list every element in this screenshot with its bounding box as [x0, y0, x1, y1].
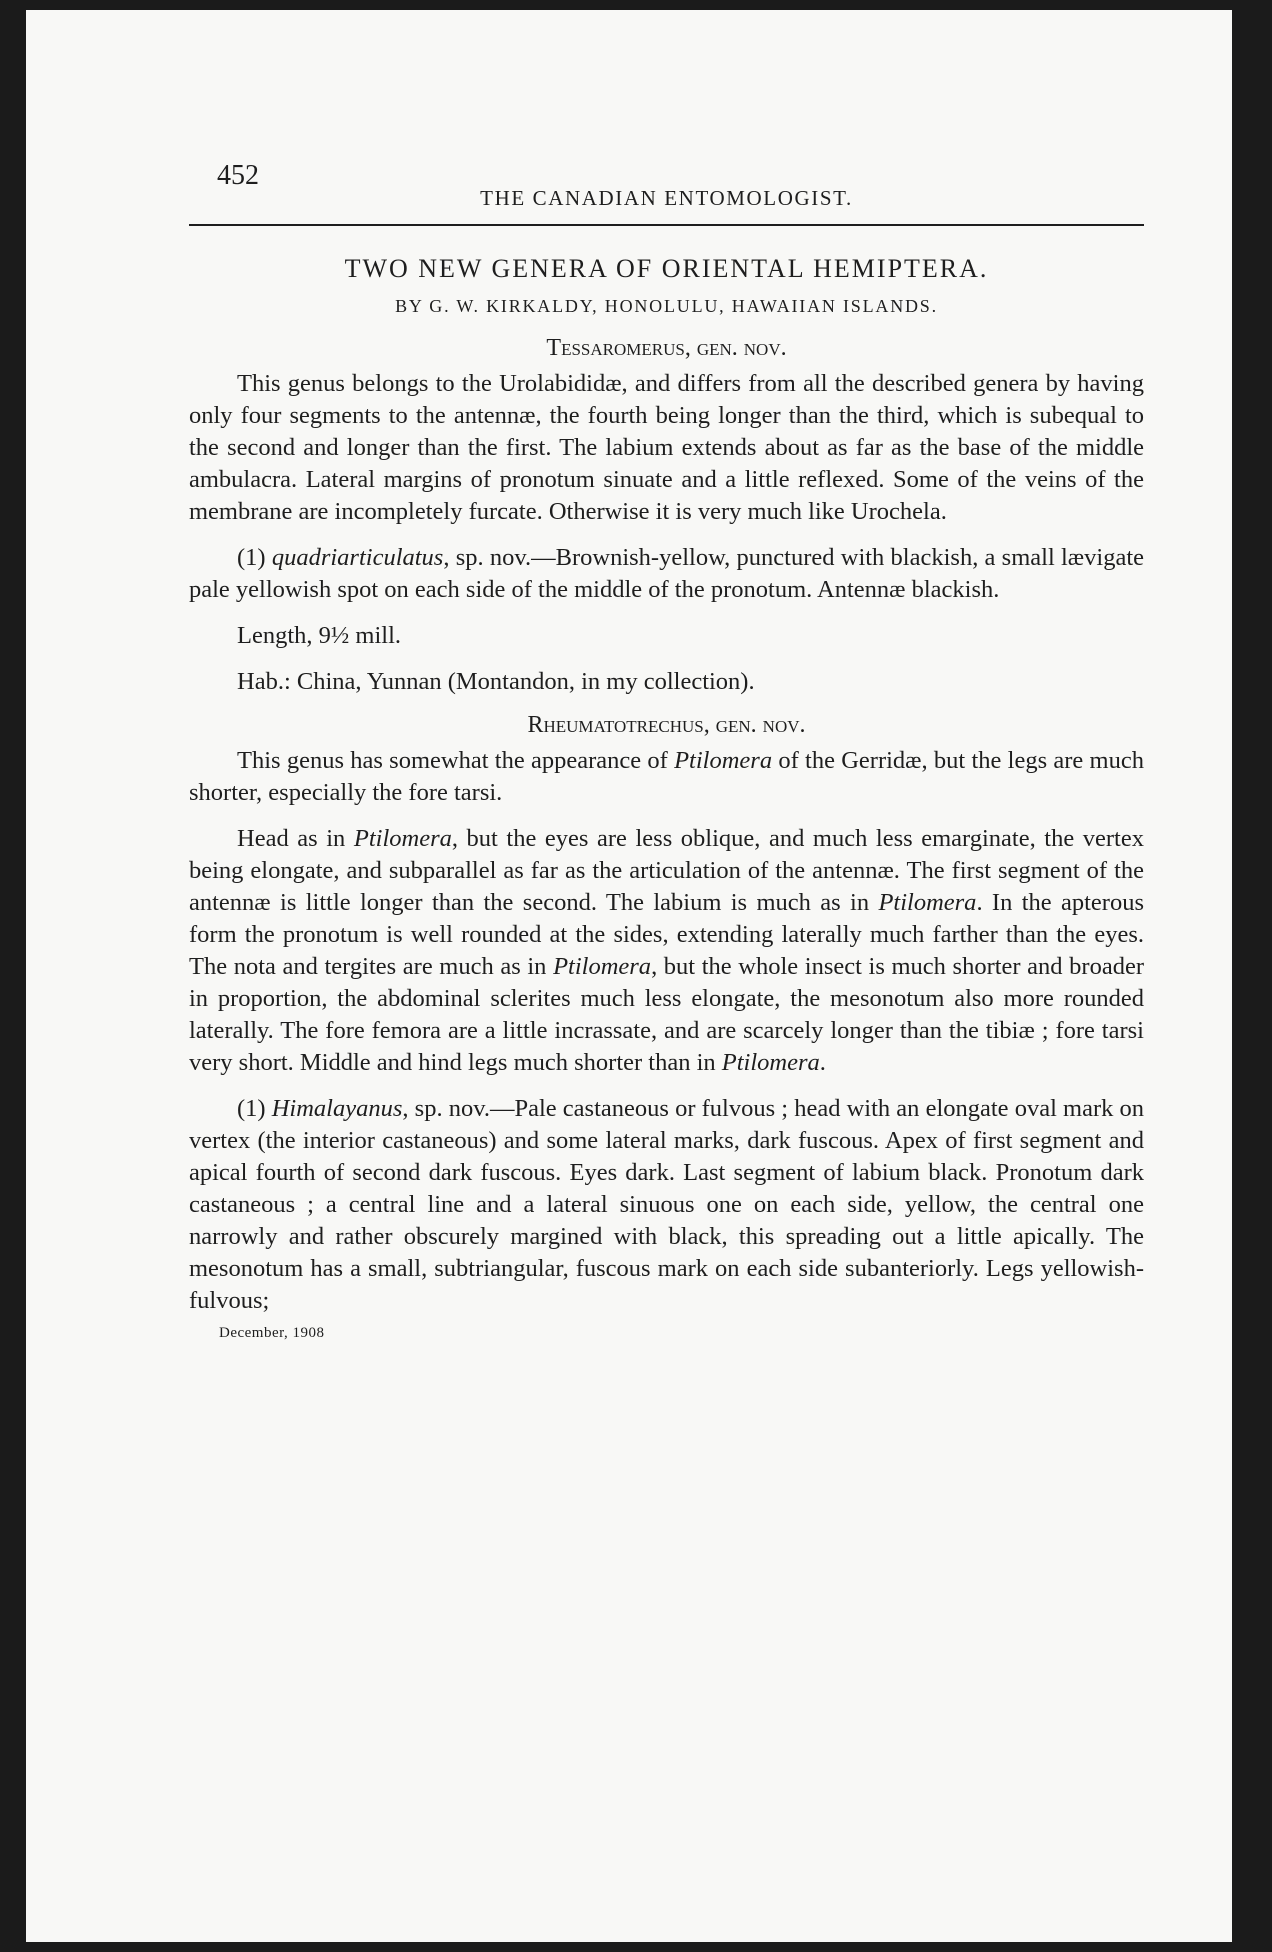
genus-heading-rheumatotrechus: Rheumatotrechus, gen. nov. [527, 712, 806, 738]
species-name: quadriarticulatus [271, 544, 444, 571]
genus-name: Ptilomera [878, 889, 977, 916]
text-run: , but the whole insect is much shorter and broader in proportion, the abdominal sclerites much less elongate, the mesonotum also more rounded laterally. The fore femora are a little incrassate, and are scarcely longer than the tibiæ ; fore tarsi very short. Middle and hind legs much shorter than in [189, 953, 1144, 1076]
paragraph-quadriarticulatus [189, 542, 1144, 606]
page-content [189, 160, 1144, 1342]
paragraph-length: Length, 9½ mill. [237, 622, 401, 649]
dateline: December, 1908 [219, 1325, 325, 1341]
species-description: , sp. nov.—Brownish-yellow, punctured with blackish, a small lævigate pale yellowish spot on each side of the middle of the pronotum. Antennæ blackish. [189, 544, 1145, 603]
species-number: (1) [237, 1095, 266, 1122]
header-rule [189, 224, 1144, 226]
genus-name: Ptilomera [721, 1049, 820, 1076]
species-name: Himalayanus [271, 1095, 403, 1122]
text-run: of the Gerridæ, but the legs are much shorter, especially the fore tarsi. [189, 747, 1144, 806]
paragraph-tessaromerus-description: This genus belongs to the Urolabididæ, and differs from all the described genera by having only four segments to the antennæ, the fourth being longer than the third, which is subequal to the second and longer than the first. The labium extends about as far as the base of the middle ambulacra. Lateral margins of pronotum sinuate and a little reflexed. Some of the veins of the membrane are incompletely furcate. Otherwise it is very much like Urochela. [189, 370, 1144, 525]
text-run: Head as in [237, 825, 354, 852]
page-header [189, 160, 1144, 224]
paragraph-rheumatotrechus-intro [189, 745, 1144, 809]
text-run: This genus has somewhat the appearance of [237, 747, 675, 774]
genus-name: Ptilomera [553, 953, 652, 980]
page-number: 452 [217, 160, 259, 191]
running-head: THE CANADIAN ENTOMOLOGIST. [480, 186, 853, 210]
paragraph-habitat: Hab.: China, Yunnan (Montandon, in my collection). [237, 668, 755, 695]
genus-name: Ptilomera [353, 825, 452, 852]
paragraph-himalayanus [189, 1093, 1144, 1317]
text-run: , but the eyes are less oblique, and much less emarginate, the vertex being elongate, and subparallel as far as the articulation of the antennæ. The first segment of the antennæ is little longer than the second. The labium is much as in [189, 825, 1144, 916]
page [26, 10, 1232, 1942]
species-number: (1) [237, 544, 266, 571]
species-description: , sp. nov.—Pale castaneous or fulvous ; head with an elongate oval mark on vertex (the interior castaneous) and some lateral marks, dark fuscous. Apex of first segment and apical fourth of second dark fuscous. Eyes dark. Last segment of labium black. Pronotum dark castaneous ; a central line and a lateral sinuous one on each side, yellow, the central one narrowly and rather obscurely margined with black, this spreading out a little apically. The mesonotum has a small, subtriangular, fuscous mark on each side subanteriorly. Legs yellowish-fulvous; [189, 1095, 1144, 1314]
genus-heading-tessaromerus: Tessaromerus, gen. nov. [546, 335, 787, 361]
article-title: TWO NEW GENERA OF ORIENTAL HEMIPTERA. [344, 254, 989, 283]
genus-name: Ptilomera [674, 747, 773, 774]
text-run: . [819, 1049, 826, 1076]
paragraph-rheumatotrechus-description [189, 823, 1144, 1079]
article-byline: BY G. W. KIRKALDY, HONOLULU, HAWAIIAN ISLANDS. [395, 296, 938, 316]
text-run: . In the apterous form the pronotum is well rounded at the sides, extending laterally much farther than the eyes. The nota and tergites are much as in [189, 889, 1144, 980]
